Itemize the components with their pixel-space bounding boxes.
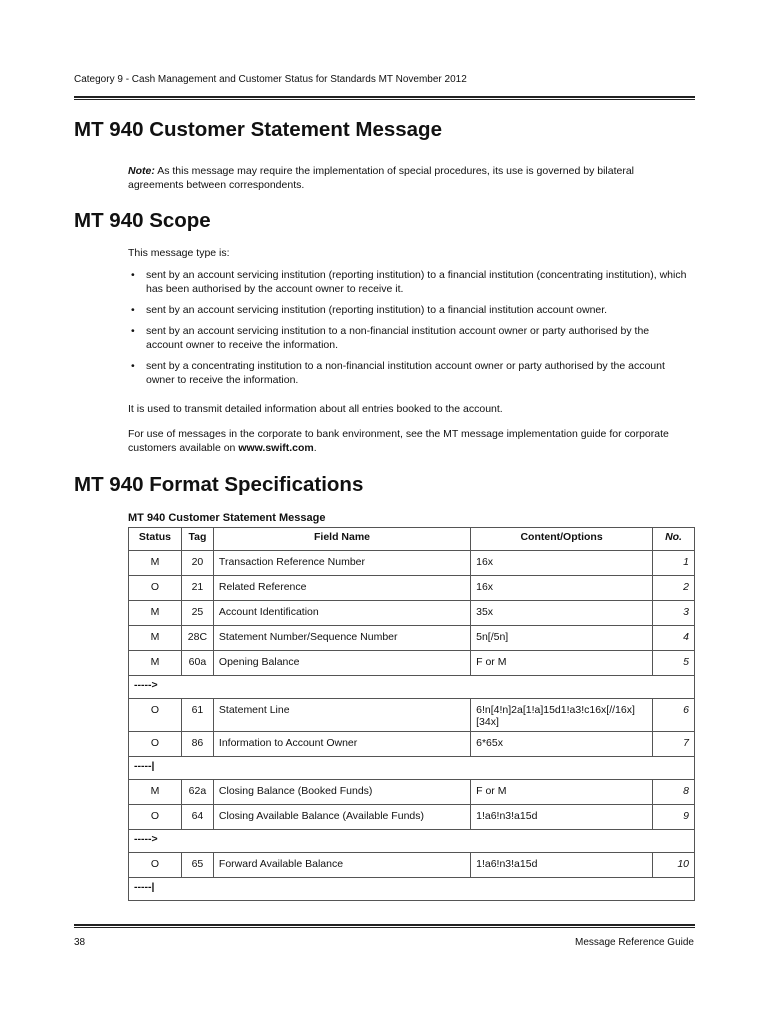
cell-content: 6*65x — [471, 732, 653, 757]
scope-paragraph-2-end: . — [313, 442, 317, 454]
bullet-glyph: • — [131, 360, 135, 372]
scope-intro: This message type is: — [128, 247, 230, 259]
table-sequence-marker-row — [129, 830, 695, 853]
cell-field-name: Opening Balance — [213, 651, 470, 676]
note — [128, 164, 688, 192]
bullet-text: sent by an account servicing institution (reporting institution) to a financial institution account owner. — [146, 304, 608, 316]
sequence-marker: -----> — [129, 676, 695, 699]
bullet-glyph: • — [131, 304, 135, 316]
cell-content: 16x — [471, 551, 653, 576]
cell-tag: 21 — [181, 576, 213, 601]
table-row — [129, 651, 695, 676]
table-row — [129, 601, 695, 626]
header-text: Category 9 - Cash Management and Customer Status for Standards MT November 2012 — [74, 74, 467, 85]
table-row — [129, 699, 695, 732]
cell-no: 10 — [653, 853, 695, 878]
cell-content: 16x — [471, 576, 653, 601]
bullet-glyph: • — [131, 325, 135, 337]
cell-status: M — [129, 601, 182, 626]
cell-status: M — [129, 551, 182, 576]
cell-tag: 20 — [181, 551, 213, 576]
scope-bullet — [128, 324, 688, 352]
table-title: MT 940 Customer Statement Message — [128, 512, 326, 524]
table-row — [129, 626, 695, 651]
cell-field-name: Transaction Reference Number — [213, 551, 470, 576]
scope-paragraph-2 — [128, 427, 688, 455]
cell-no: 3 — [653, 601, 695, 626]
cell-no: 7 — [653, 732, 695, 757]
cell-status: M — [129, 626, 182, 651]
format-table — [128, 527, 695, 901]
note-label: Note: — [128, 165, 155, 177]
table-row — [129, 576, 695, 601]
cell-no: 1 — [653, 551, 695, 576]
bullet-glyph: • — [131, 269, 135, 281]
table-row — [129, 853, 695, 878]
note-text: As this message may require the implementation of special procedures, its use is governed by bilateral agreements between correspondents. — [128, 165, 635, 191]
cell-no: 6 — [653, 699, 695, 732]
bullet-text: sent by an account servicing institution to a non-financial institution account owner or party authorised by the account owner to receive the information. — [146, 325, 650, 351]
sequence-marker: -----| — [129, 878, 695, 901]
table-sequence-marker-row — [129, 878, 695, 901]
header-rule — [74, 96, 695, 100]
cell-content: 35x — [471, 601, 653, 626]
cell-content: F or M — [471, 780, 653, 805]
cell-content: 5n[/5n] — [471, 626, 653, 651]
cell-field-name: Forward Available Balance — [213, 853, 470, 878]
table-sequence-marker-row — [129, 676, 695, 699]
cell-no: 8 — [653, 780, 695, 805]
scope-paragraph-2-text: For use of messages in the corporate to bank environment, see the MT message implementation guide for corporate customers available on — [128, 428, 669, 454]
cell-tag: 28C — [181, 626, 213, 651]
column-header-tag: Tag — [181, 528, 213, 551]
footer-rule — [74, 924, 695, 928]
footer-page-number: 38 — [74, 937, 86, 948]
column-header-field-name: Field Name — [213, 528, 470, 551]
cell-field-name: Account Identification — [213, 601, 470, 626]
cell-no: 5 — [653, 651, 695, 676]
cell-content: F or M — [471, 651, 653, 676]
cell-status: O — [129, 699, 182, 732]
table-row — [129, 732, 695, 757]
cell-content: 1!a6!n3!a15d — [471, 805, 653, 830]
cell-field-name: Closing Balance (Booked Funds) — [213, 780, 470, 805]
table-header-row — [129, 528, 695, 551]
table-sequence-marker-row — [129, 757, 695, 780]
cell-tag: 86 — [181, 732, 213, 757]
table-row — [129, 780, 695, 805]
cell-no: 9 — [653, 805, 695, 830]
cell-status: O — [129, 576, 182, 601]
cell-tag: 61 — [181, 699, 213, 732]
cell-field-name: Statement Line — [213, 699, 470, 732]
column-header-status: Status — [129, 528, 182, 551]
column-header-content: Content/Options — [471, 528, 653, 551]
scope-heading: MT 940 Scope — [74, 209, 211, 232]
cell-content: 1!a6!n3!a15d — [471, 853, 653, 878]
scope-bullet-list — [128, 268, 688, 394]
cell-tag: 65 — [181, 853, 213, 878]
table-row — [129, 805, 695, 830]
swift-link[interactable]: www.swift.com — [238, 442, 314, 454]
bullet-text: sent by a concentrating institution to a non-financial institution account owner or party authorised by the account owner to receive the information. — [146, 360, 665, 386]
column-header-no: No. — [653, 528, 695, 551]
cell-tag: 64 — [181, 805, 213, 830]
sequence-marker: -----| — [129, 757, 695, 780]
scope-bullet — [128, 268, 688, 296]
cell-tag: 60a — [181, 651, 213, 676]
cell-tag: 62a — [181, 780, 213, 805]
sequence-marker: -----> — [129, 830, 695, 853]
cell-field-name: Statement Number/Sequence Number — [213, 626, 470, 651]
table-row — [129, 551, 695, 576]
cell-status: M — [129, 780, 182, 805]
cell-status: O — [129, 805, 182, 830]
cell-status: M — [129, 651, 182, 676]
cell-no: 2 — [653, 576, 695, 601]
cell-tag: 25 — [181, 601, 213, 626]
page-title: MT 940 Customer Statement Message — [74, 118, 442, 141]
format-heading: MT 940 Format Specifications — [74, 473, 364, 496]
cell-status: O — [129, 853, 182, 878]
cell-no: 4 — [653, 626, 695, 651]
cell-field-name: Closing Available Balance (Available Funds) — [213, 805, 470, 830]
scope-paragraph-1: It is used to transmit detailed information about all entries booked to the account. — [128, 403, 503, 415]
footer-guide-title: Message Reference Guide — [575, 937, 694, 948]
cell-content: 6!n[4!n]2a[1!a]15d1!a3!c16x[//16x] [34x] — [471, 699, 653, 732]
cell-field-name: Related Reference — [213, 576, 470, 601]
bullet-text: sent by an account servicing institution (reporting institution) to a financial institution (concentrating institution), which has been authorised by the account owner to receive it. — [146, 269, 687, 295]
scope-bullet — [128, 359, 688, 387]
cell-status: O — [129, 732, 182, 757]
cell-field-name: Information to Account Owner — [213, 732, 470, 757]
scope-bullet — [128, 303, 688, 317]
